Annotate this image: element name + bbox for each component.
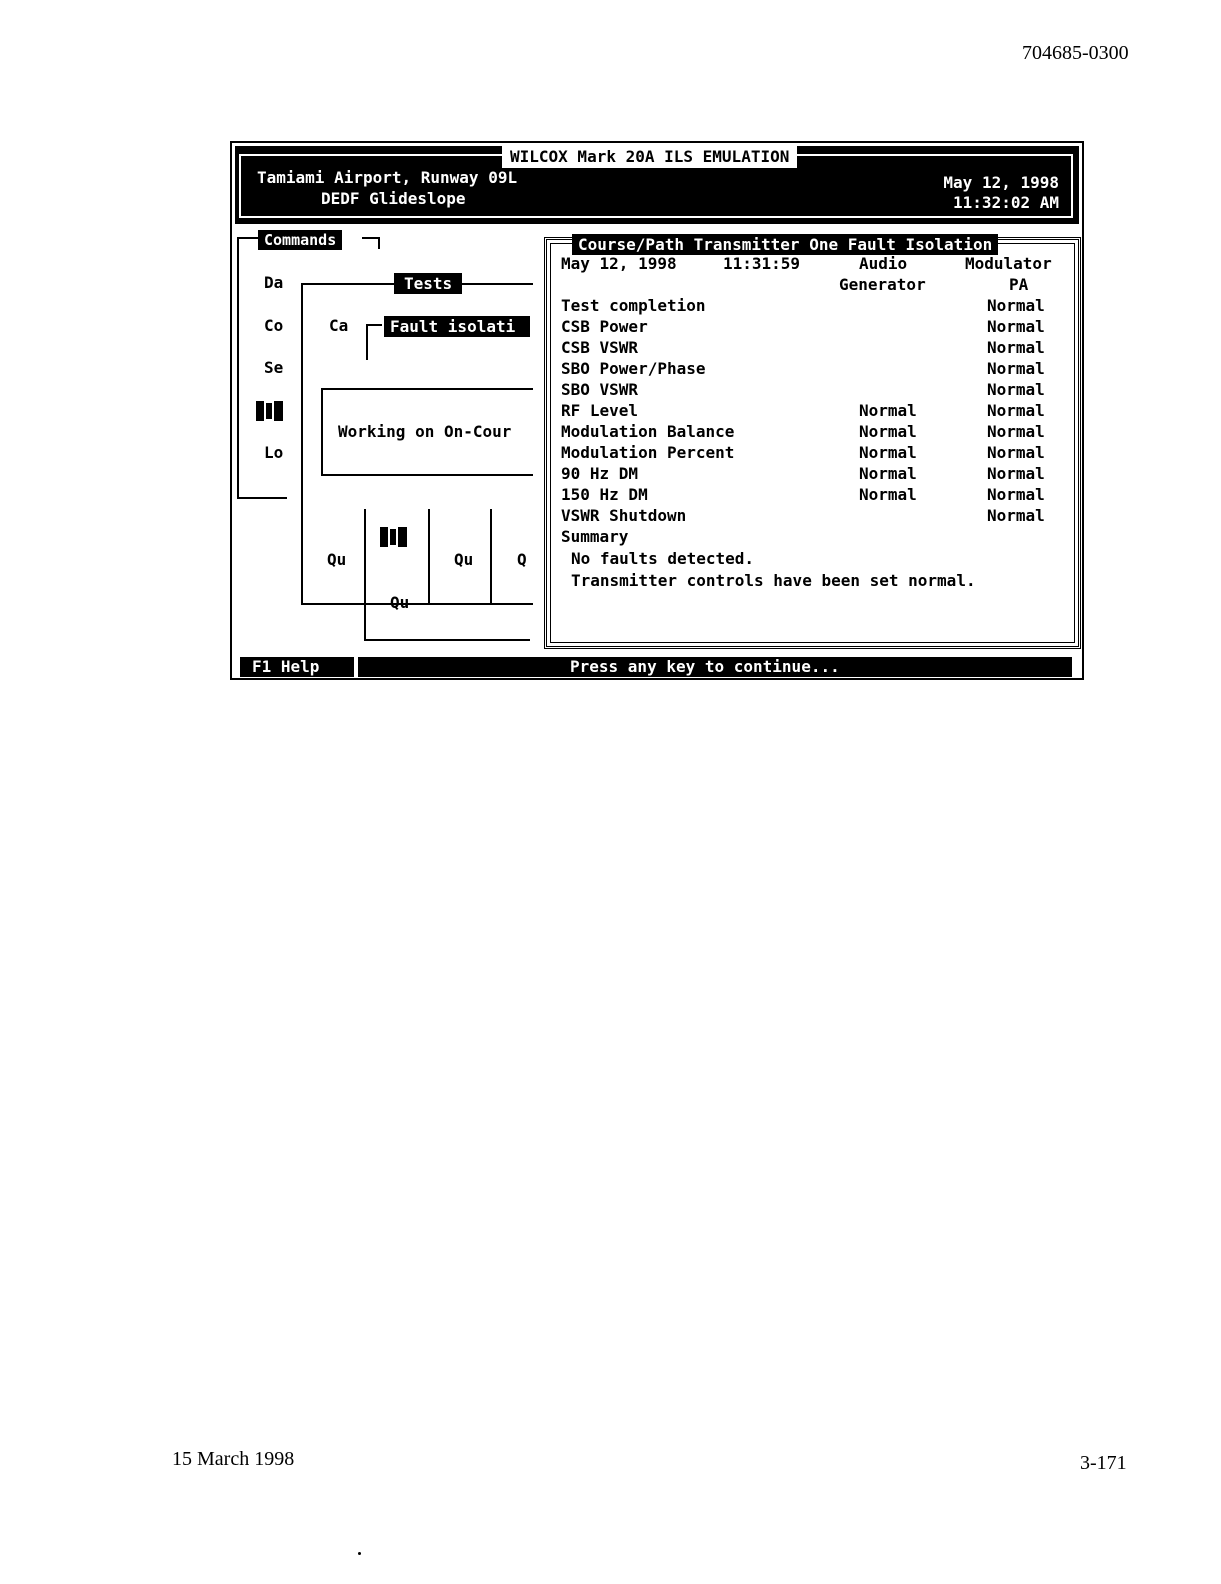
- row-audio: Normal: [859, 401, 917, 420]
- row-mod: Normal: [987, 317, 1045, 336]
- sub-box-left-edge: [364, 509, 366, 641]
- location-line: Tamiami Airport, Runway 09L: [257, 168, 518, 187]
- sub-box-divider: [428, 509, 430, 605]
- row-audio: Normal: [859, 464, 917, 483]
- sub-box-divider-2-bottom: [490, 603, 530, 605]
- table-row: [547, 400, 1078, 421]
- table-row: [547, 316, 1078, 337]
- commands-frame-corner: [362, 237, 380, 249]
- facility-line: DEDF Glideslope: [321, 189, 466, 208]
- row-name: CSB Power: [561, 317, 648, 336]
- command-item-selected[interactable]: [256, 401, 286, 421]
- row-name: SBO Power/Phase: [561, 359, 706, 378]
- command-item-da[interactable]: Da: [264, 273, 284, 292]
- current-time: 11:32:02 AM: [953, 193, 1059, 212]
- app-title: WILCOX Mark 20A ILS EMULATION: [502, 146, 797, 168]
- row-name: Modulation Percent: [561, 443, 735, 462]
- fault-isolation-dialog: [544, 237, 1081, 649]
- fault-isolation-item[interactable]: Fault isolati: [384, 316, 530, 337]
- query-item-selected[interactable]: [380, 527, 410, 547]
- column-header-generator: Generator: [839, 275, 926, 294]
- column-header-audio: Audio: [859, 254, 908, 273]
- title-bar: [235, 146, 1079, 224]
- row-mod: Normal: [987, 380, 1045, 399]
- document-number: 704685-0300: [1022, 42, 1129, 64]
- column-header-modulator: Modulator: [965, 254, 1052, 273]
- query-item-2[interactable]: Qu: [454, 550, 474, 569]
- query-item-1[interactable]: Qu: [327, 550, 347, 569]
- command-item-co[interactable]: Co: [264, 316, 284, 335]
- terminal-screen: [230, 141, 1084, 680]
- scan-speck: [358, 1552, 361, 1555]
- report-date: May 12, 1998: [561, 254, 677, 273]
- query-item-3[interactable]: Q: [517, 550, 527, 569]
- row-audio: Normal: [859, 443, 917, 462]
- footer-page-number: 3-171: [1080, 1452, 1127, 1474]
- sub-box-divider-bottom: [428, 603, 474, 605]
- row-audio: Normal: [859, 485, 917, 504]
- dialog-title: Course/Path Transmitter One Fault Isolation: [572, 234, 998, 255]
- row-mod: Normal: [987, 485, 1045, 504]
- row-mod: Normal: [987, 443, 1045, 462]
- table-row: [547, 463, 1078, 484]
- status-message: Press any key to continue...: [570, 657, 840, 676]
- table-row: [547, 421, 1078, 442]
- column-header-pa: PA: [1009, 275, 1029, 294]
- row-name: SBO VSWR: [561, 380, 639, 399]
- status-bar: [240, 657, 1072, 677]
- table-row: [547, 484, 1078, 505]
- row-mod: Normal: [987, 506, 1045, 525]
- table-row: [547, 379, 1078, 400]
- help-key[interactable]: F1 Help: [252, 657, 320, 676]
- table-row: [547, 295, 1078, 316]
- row-mod: Normal: [987, 401, 1045, 420]
- row-name: VSWR Shutdown: [561, 506, 687, 525]
- table-row: [547, 442, 1078, 463]
- footer-date: 15 March 1998: [172, 1448, 295, 1470]
- query-item-4[interactable]: Qu: [390, 593, 410, 612]
- row-mod: Normal: [987, 359, 1045, 378]
- summary-line-1: No faults detected.: [571, 549, 755, 568]
- summary-line-2: Transmitter controls have been set normal.: [571, 571, 976, 590]
- command-item-lo[interactable]: Lo: [264, 443, 284, 462]
- working-text: Working on On-Cour: [338, 422, 512, 441]
- row-mod: Normal: [987, 296, 1045, 315]
- row-audio: Normal: [859, 422, 917, 441]
- row-mod: Normal: [987, 338, 1045, 357]
- row-name: 150 Hz DM: [561, 485, 648, 504]
- row-name: Modulation Balance: [561, 422, 735, 441]
- row-name: Test completion: [561, 296, 706, 315]
- table-row: [547, 505, 1078, 526]
- row-name: CSB VSWR: [561, 338, 639, 357]
- current-date: May 12, 1998: [943, 173, 1059, 192]
- table-row: [547, 337, 1078, 358]
- row-name: 90 Hz DM: [561, 464, 639, 483]
- row-name: RF Level: [561, 401, 639, 420]
- row-mod: Normal: [987, 464, 1045, 483]
- summary-label: Summary: [561, 527, 629, 546]
- commands-label: Commands: [258, 230, 342, 250]
- command-item-se[interactable]: Se: [264, 358, 284, 377]
- report-time: 11:31:59: [723, 254, 801, 273]
- tests-label: Tests: [394, 273, 462, 294]
- table-row: [547, 358, 1078, 379]
- fault-isolation-corner: [366, 324, 382, 360]
- tests-item-ca[interactable]: Ca: [329, 316, 349, 335]
- sub-box-divider-2: [490, 509, 492, 605]
- status-divider: [354, 657, 358, 677]
- sub-box-bottom: [364, 639, 530, 641]
- row-mod: Normal: [987, 422, 1045, 441]
